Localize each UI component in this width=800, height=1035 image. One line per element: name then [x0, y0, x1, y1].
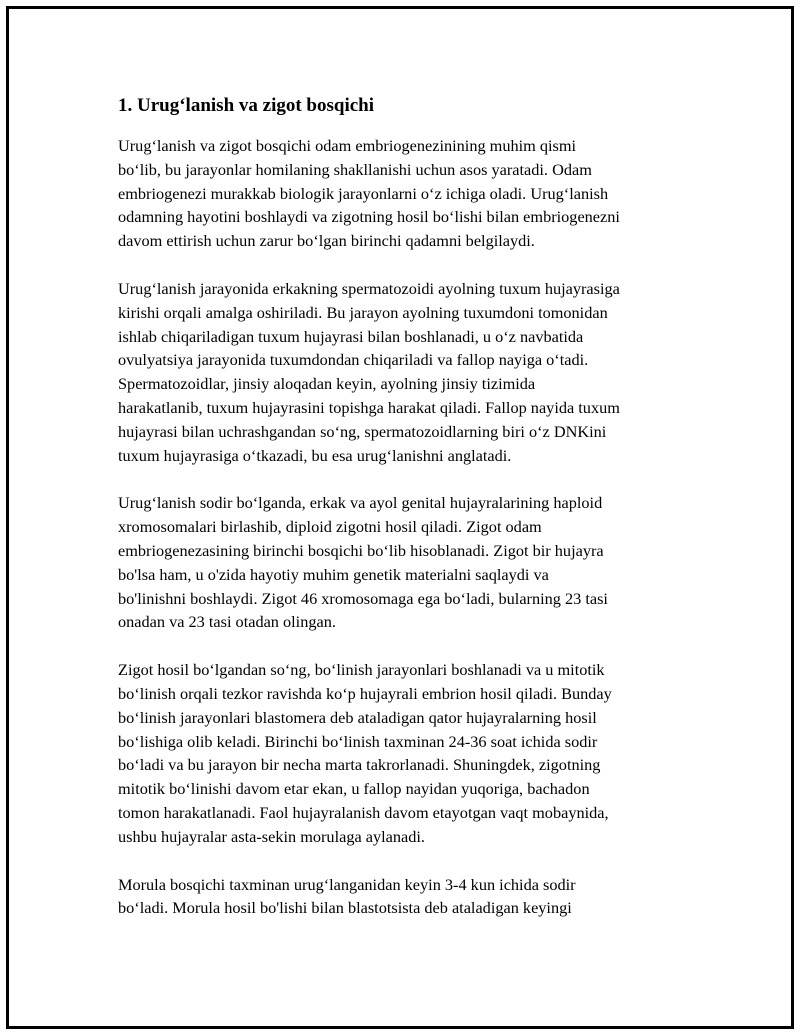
- text-line: bo'linishni boshlaydi. Zigot 46 xromosomaga ega bo‘ladi, bularning 23 tasi: [118, 588, 608, 608]
- text-line: tomon harakatlanadi. Faol hujayralanish davom etayotgan vaqt mobaynida,: [118, 802, 609, 822]
- text-line: tuxum hujayrasiga o‘tkazadi, bu esa urug‘lanishni anglatadi.: [118, 445, 512, 465]
- text-line: mitotik bo‘linishi davom etar ekan, u fallop nayidan yuqoriga, bachadon: [118, 779, 590, 799]
- text-line: davom ettirish uchun zarur bo‘lgan birinchi qadamni belgilaydi.: [118, 231, 535, 251]
- paragraph-3: [118, 491, 698, 634]
- text-line: onadan va 23 tasi otadan olingan.: [118, 612, 336, 632]
- text-line: Urug‘lanish va zigot bosqichi odam embriogenezinining muhim qismi: [118, 136, 577, 155]
- document-body: [118, 92, 698, 944]
- text-line: bo‘lishiga olib keladi. Birinchi bo‘linish taxminan 24-36 soat ichida sodir: [118, 731, 598, 751]
- text-line: xromosomalari birlashib, diploid zigotni hosil qiladi. Zigot odam: [118, 517, 542, 537]
- text-line: odamning hayotini boshlaydi va zigotning hosil bo‘lishi bilan embriogenezni: [118, 207, 620, 227]
- text-line: Morula bosqichi taxminan urug‘langanidan keyin 3-4 kun ichida sodir: [118, 874, 576, 894]
- text-line: hujayrasi bilan uchrashgandan so‘ng, spermatozoidlarning biri o‘z DNKini: [118, 421, 607, 441]
- text-line: embriogenezasining birinchi bosqichi bo‘lib hisoblanadi. Zigot bir hujayra: [118, 540, 604, 560]
- text-line: bo‘ladi. Morula hosil bo'lishi bilan blastotsista deb ataladigan keyingi: [118, 898, 572, 918]
- paragraph-1: [118, 134, 698, 253]
- text-line: harakatlanib, tuxum hujayrasini topishga harakat qiladi. Fallop nayida tuxum: [118, 397, 620, 417]
- paragraph-5: [118, 873, 698, 921]
- text-line: bo‘ladi va bu jarayon bir necha marta takrorlanadi. Shuningdek, zigotning: [118, 755, 601, 775]
- text-line: ushbu hujayralar asta-sekin morulaga aylanadi.: [118, 826, 425, 846]
- text-line: Urug‘lanish jarayonida erkakning spermatozoidi ayolning tuxum hujayrasiga: [118, 278, 620, 298]
- text-line: Urug‘lanish sodir bo‘lganda, erkak va ayol genital hujayralarining haploid: [118, 493, 603, 513]
- text-line: bo‘lib, bu jarayonlar homilaning shakllanishi uchun asos yaratadi. Odam: [118, 159, 592, 179]
- text-line: ovulyatsiya jarayonida tuxumdondan chiqariladi va fallop nayiga o‘tadi.: [118, 350, 589, 370]
- text-line: bo'lsa ham, u o'zida hayotiy muhim genetik materialni saqlaydi va: [118, 564, 549, 584]
- text-line: kirishi orqali amalga oshiriladi. Bu jarayon ayolning tuxumdoni tomonidan: [118, 302, 608, 322]
- text-line: bo‘linish orqali tezkor ravishda ko‘p hujayrali embrion hosil qiladi. Bunday: [118, 683, 612, 703]
- paragraph-4: [118, 658, 698, 848]
- text-line: embriogenezi murakkab biologik jarayonlarni o‘z ichiga oladi. Urug‘lanish: [118, 183, 609, 203]
- text-line: bo‘linish jarayonlari blastomera deb ataladigan qator hujayralarning hosil: [118, 707, 597, 727]
- text-line: Spermatozoidlar, jinsiy aloqadan keyin, ayolning jinsiy tizimida: [118, 374, 536, 394]
- text-line: ishlab chiqariladigan tuxum hujayrasi bilan boshlanadi, u o‘z navbatida: [118, 326, 584, 346]
- section-heading: 1. Urug‘lanish va zigot bosqichi: [118, 95, 375, 116]
- text-line: Zigot hosil bo‘lgandan so‘ng, bo‘linish jarayonlari boshlanadi va u mitotik: [118, 660, 605, 680]
- paragraph-2: [118, 277, 698, 467]
